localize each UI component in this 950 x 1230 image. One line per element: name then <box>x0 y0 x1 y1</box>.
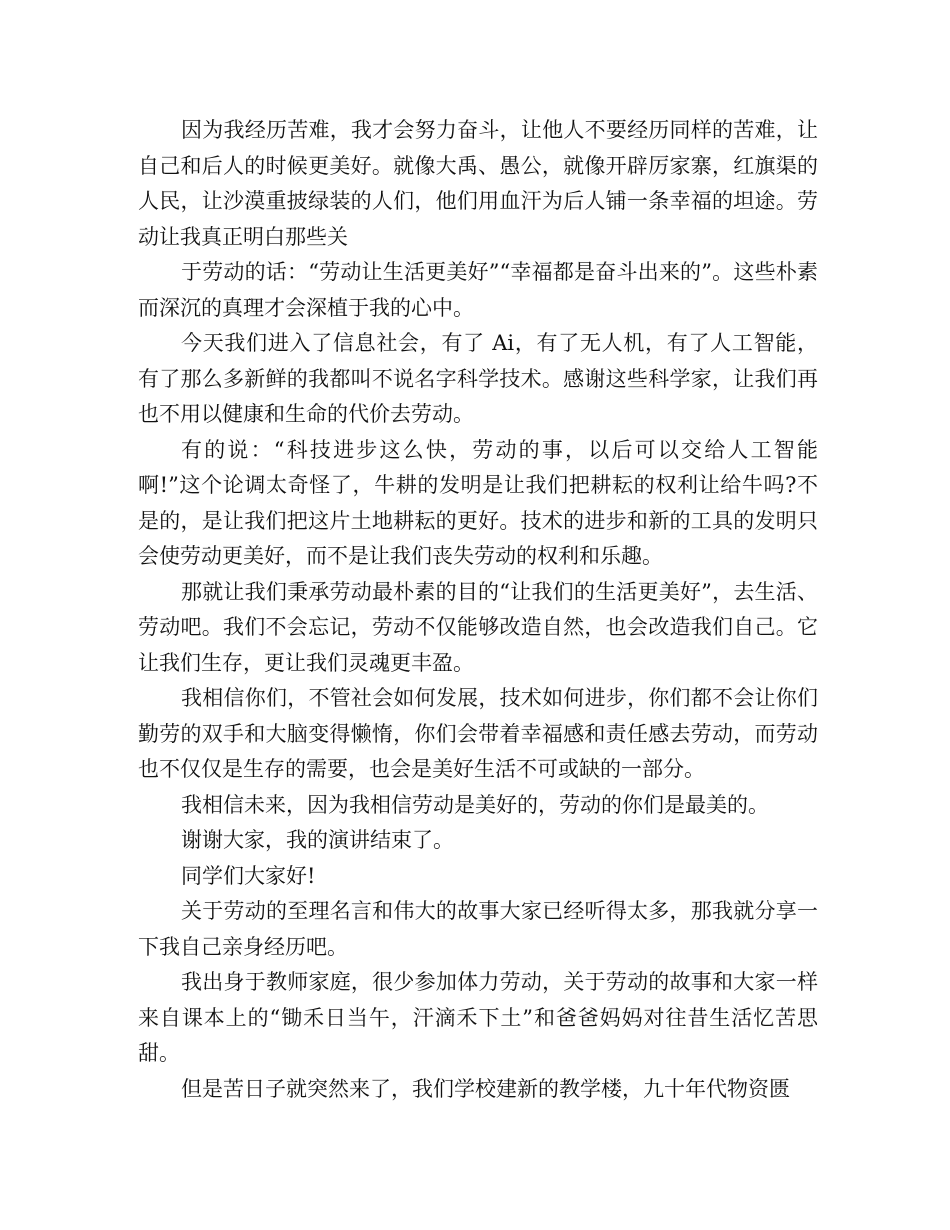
paragraph: 我相信你们，不管社会如何发展，技术如何进步，你们都不会让你们勤劳的双手和大脑变得懒惰，你们会带着幸福感和责任感去劳动，而劳动也不仅仅是生存的需要，也会是美好生活不可或缺的一部分。 <box>138 686 818 781</box>
paragraph: 今天我们进入了信息社会，有了 Ai，有了无人机，有了人工智能，有了那么多新鲜的我都叫不说名字科学技术。感谢这些科学家，让我们再也不用以健康和生命的代价去劳动。 <box>138 331 818 426</box>
paragraph: 但是苦日子就突然来了，我们学校建新的教学楼，九十年代物资匮 <box>181 1076 790 1101</box>
paragraph: 谢谢大家，我的演讲结束了。 <box>181 828 454 852</box>
paragraph: 因为我经历苦难，我才会努力奋斗，让他人不要经历同样的苦难，让自己和后人的时候更美好。就像大禹、愚公，就像开辟厉家寨，红旗渠的人民，让沙漠重披绿装的人们，他们用血汗为后人铺一条幸福的坦途。劳动让我真正明白那些关 <box>138 118 818 249</box>
paragraph: 那就让我们秉承劳动最朴素的目的“让我们的生活更美好”，去生活、劳动吧。我们不会忘记，劳动不仅能够改造自然，也会改造我们自己。它让我们生存，更让我们灵魂更丰盈。 <box>138 579 818 675</box>
paragraph: 有的说：“科技进步这么快，劳动的事，以后可以交给人工智能啊!”这个论调太奇怪了，牛耕的发明是让我们把耕耘的权利让给牛吗?不是的，是让我们把这片土地耕耘的更好。技术的进步和新的工具的发明只会使劳动更美好，而不是让我们丧失劳动的权利和乐趣。 <box>138 437 818 568</box>
paragraph: 我出身于教师家庭，很少参加体力劳动，关于劳动的故事和大家一样来自课本上的“锄禾日当午，汗滴禾下土”和爸爸妈妈对往昔生活忆苦思甜。 <box>138 970 818 1065</box>
paragraph: 同学们大家好! <box>181 863 316 888</box>
document-body <box>138 113 818 1107</box>
paragraph: 于劳动的话：“劳动让生活更美好”“幸福都是奋斗出来的”。这些朴素而深沉的真理才会深植于我的心中。 <box>138 260 818 320</box>
paragraph: 我相信未来，因为我相信劳动是美好的，劳动的你们是最美的。 <box>181 792 769 817</box>
paragraph: 关于劳动的至理名言和伟大的故事大家已经听得太多，那我就分享一下我自己亲身经历吧。 <box>138 899 818 959</box>
